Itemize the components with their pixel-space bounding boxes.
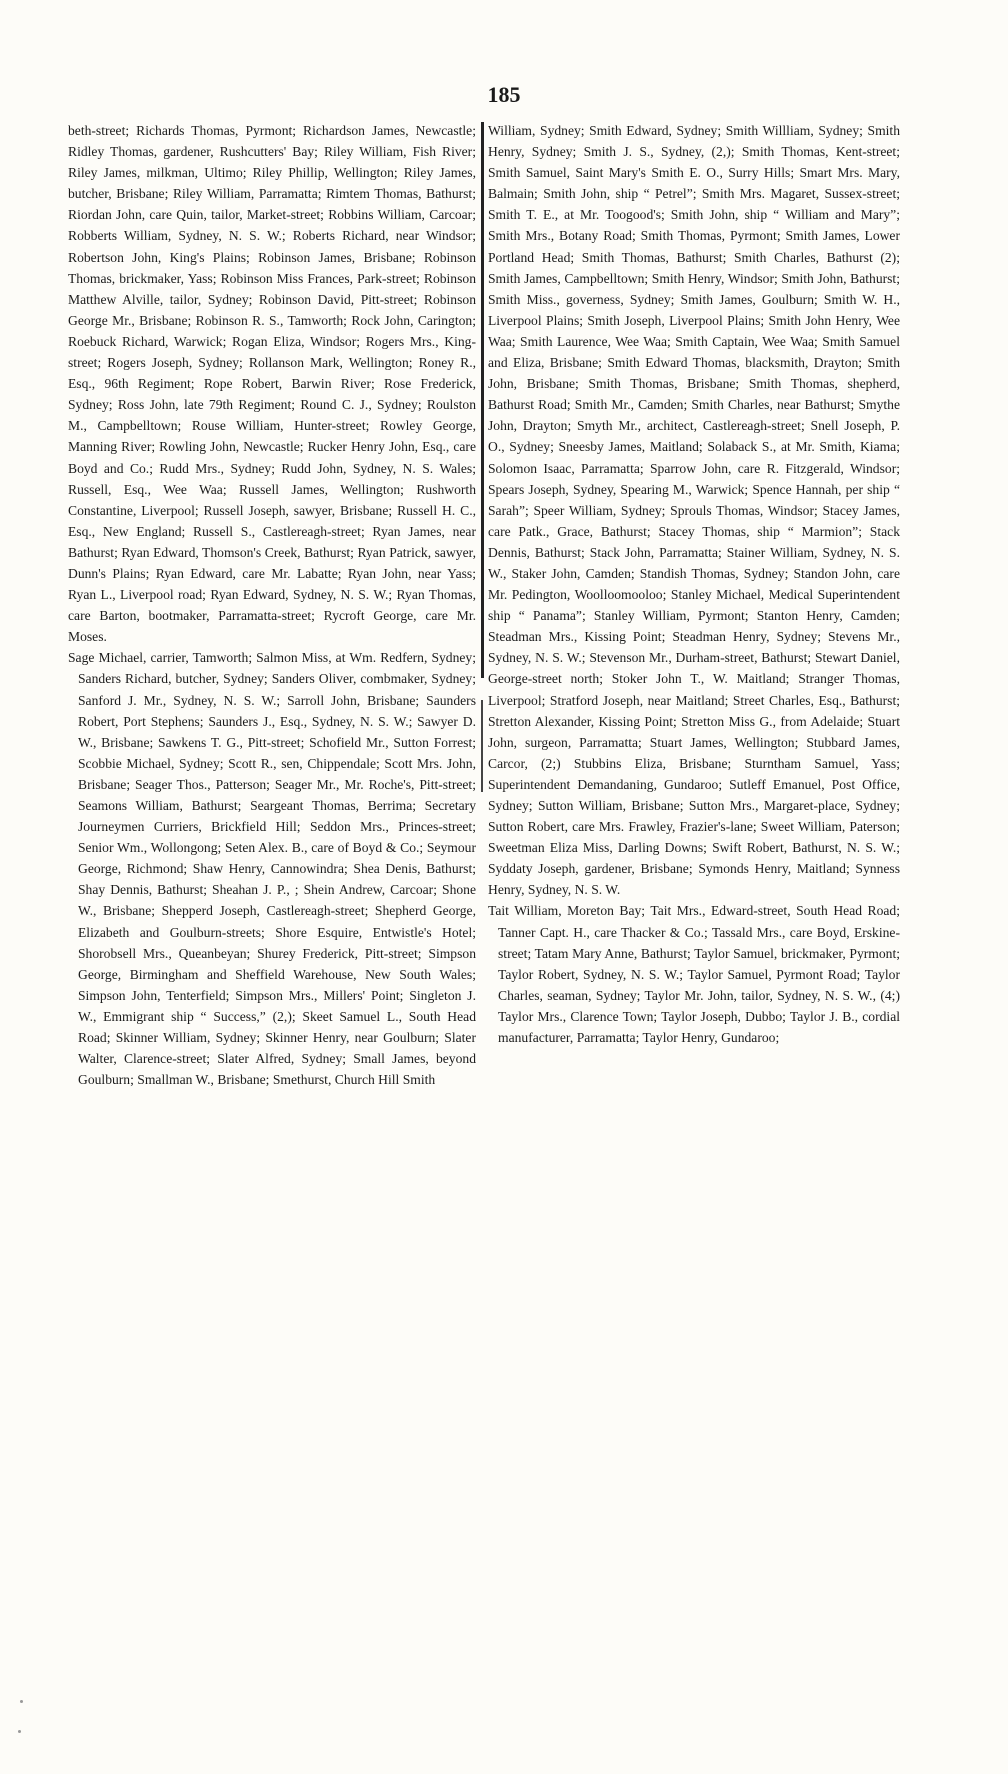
right-paragraph-s-entries: William, Sydney; Smith Edward, Sydney; Smith Willliam, Sydney; Smith Henry, Sydney; Smith J. S., Sydney, (2,); Smith Thomas, Kent-street; Smith Samuel, Saint Mary's Smith E. O., Surry Hills; Smart Mrs. Mary, Balmain; Smith John, ship “ Petrel”; Smith Mrs. Magaret, Sussex-street; Smith T. E., at Mr. Toogood's; Smith John, ship “ William and Mary”; Smith Mrs., Botany Road; Smith Thomas, Pyrmont; Smith James, Lower Portland Head; Smith Thomas, Bathurst; Smith Charles, Bathurst (2); Smith James, Campbelltown; Smith Henry, Windsor; Smith John, Bathurst; Smith Miss., governess, Sydney; Smith James, Goulburn; Smith W. H., Liverpool Plains; Smith Joseph, Liverpool Plains; Smith John Henry, Wee Waa; Smith Laurence, Wee Waa; Smith Captain, Wee Waa; Smith Samuel and Eliza, Brisbane; Smith Edward Thomas, blacksmith, Drayton; Smith John, Brisbane; Smith Thomas, Brisbane; Smith Thomas, shepherd, Bathurst Road; Smith Mr., Camden; Smith Charles, near Bathurst; Smythe John, Drayton; Smyth Mr., architect, Castlereagh-street; Snell Joseph, P. O., Sydney; Sneesby James, Maitland; Solaback S., at Mr. Smith, Kiama; Solomon Isaac, Parramatta; Sparrow John, care R. Fitzgerald, Windsor; Spears Joseph, Sydney, Spearing M., Warwick; Spence Hannah, per ship “ Sarah”; Speer William, Sydney; Sprouls Thomas, Windsor; Stacey James, care Patk., Grace, Bathurst; Stacey Thomas, ship “ Marmion”; Stack Dennis, Bathurst; Stack John, Parramatta; Stainer William, Sydney, N. S. W., Staker John, Camden; Standish Thomas, Sydney; Standon John, care Mr. Pedington, Woolloomooloo; Stanley Michael, Medical Superintendent ship “ Panama”; Stanley William, Pyrmont; Stanton Henry, Camden; Steadman Mrs., Kissing Point; Steadman Henry, Sydney; Stevens Mr., Sydney, N. S. W.; Stevenson Mr., Durham-street, Bathurst; Stewart Daniel, George-street north; Stoker John T., W. Maitland; Stranger Thomas, Liverpool; Stratford Joseph, near Maitland; Street Charles, Esq., Bathurst; Stretton Alexander, Kissing Point; Stretton Miss G., from Adelaide; Stuart John, surgeon, Parramatta; Stuart James, Wellington; Stubbard James, Carcor, (2;) Stubbins Eliza, Brisbane; Sturntham Samuel, Yass; Superintendent Demandaning, Gundaroo; Sutleff Emanuel, Post Office, Sydney; Sutton William, Brisbane; Sutton Mrs., Margaret-place, Sydney; Sutton Robert, care Mrs. Frawley, Frazier's-lane; Sweet William, Paterson; Sweetman Eliza Miss, Darling Downs; Swift Robert, Bathurst, N. S. W.; Syddaty Joseph, gardener, Brisbane; Symonds Henry, Maitland; Synness Henry, Sydney, N. S. W. [488, 123, 900, 898]
column-divider [481, 122, 484, 678]
left-paragraph-r-entries: beth-street; Richards Thomas, Pyrmont; Richardson James, Newcastle; Ridley Thomas, gardener, Rushcutters' Bay; Riley William, Fish River; Riley James, milkman, Ultimo; Riley Phillip, Wellington; Riley James, butcher, Brisbane; Riley William, Parramatta; Rimtem Thomas, Bathurst; Riordan John, care Quin, tailor, Market-street; Robbins William, Carcoar; Robberts William, Sydney, N. S. W.; Roberts Richard, near Windsor; Robertson John, King's Plains; Robinson James, Brisbane; Robinson Thomas, brickmaker, Yass; Robinson Miss Frances, Park-street; Robinson Matthew Alville, tailor, Sydney; Robinson David, Pitt-street; Robinson George Mr., Brisbane; Robinson R. S., Tamworth; Rock John, Carington; Roebuck Richard, Warwick; Rogan Eliza, Windsor; Rogers Mrs., King-street; Rogers Joseph, Sydney; Rollanson Mark, Wellington; Roney R., Esq., 96th Regiment; Rope Robert, Barwin River; Rose Frederick, Sydney; Ross John, late 79th Regiment; Round C. J., Sydney; Roulston M., Campbelltown; Rouse William, Hunter-street; Rowley George, Manning River; Rowling John, Newcastle; Rucker Henry John, Esq., care Boyd and Co.; Rudd Mrs., Sydney; Rudd John, Sydney, N. S. Wales; Russell, Esq., Wee Waa; Russell James, Wellington; Rushworth Constantine, Liverpool; Russell Joseph, sawyer, Brisbane; Russell H. C., Esq., New England; Russell S., Castlereagh-street; Ryan James, near Bathurst; Ryan Edward, Thomson's Creek, Bathurst; Ryan Patrick, sawyer, Dunn's Plains; Ryan Edward, care Mr. Labatte; Ryan John, near Yass; Ryan L., Liverpool road; Ryan Edward, Sydney, N. S. W.; Ryan Thomas, care Barton, bootmaker, Parramatta-street; Rycroft George, care Mr. Moses. [68, 123, 476, 645]
column-divider-lower [481, 700, 483, 792]
scan-speck [18, 1730, 21, 1733]
left-paragraph-s-entries: Sage Michael, carrier, Tamworth; Salmon Miss, at Wm. Redfern, Sydney; Sanders Richard, butcher, Sydney; Sanders Oliver, combmaker, Sydney; Sanford J. Mr., Sydney, N. S. W.; Sarroll John, Brisbane; Saunders Robert, Port Stephens; Saunders J., Esq., Sydney, N. S. W.; Sawyer D. W., Brisbane; Sawkens T. G., Pitt-street; Schofield Mr., Sutton Forrest; Scobbie Michael, Sydney; Scott R., sen, Chippendale; Scott Mrs. John, Brisbane; Seager Thos., Patterson; Seager Mr., Mr. Roche's, Pitt-street; Seamons William, Bathurst; Seargeant Thomas, Berrima; Secretary Journeymen Curriers, Brickfield Hill; Seddon Mrs., Princes-street; Senior Wm., Wollongong; Seten Alex. B., care of Boyd & Co.; Seymour George, Richmond; Shaw Henry, Cannowindra; Shea Denis, Bathurst; Shay Dennis, Bathurst; Sheahan J. P., ; Shein Andrew, Carcoar; Shone W., Brisbane; Shepperd Joseph, Castlereagh-street; Shepherd George, Elizabeth and Goulburn-streets; Shore Esquire, Entwistle's Hotel; Shorobsell Mrs., Queanbeyan; Shurey Frederick, Pitt-street; Simpson George, Birmingham and Sheffield Warehouse, New South Wales; Simpson John, Tenterfield; Simpson Mrs., Millers' Point; Singleton J. W., Emmigrant ship “ Success,” (2,); Skeet Samuel L., South Head Road; Skinner William, Sydney; Skinner Henry, near Goulburn; Slater Walter, Clarence-street; Slater Alfred, Sydney; Small James, beyond Goulburn; Smallman W., Brisbane; Smethurst, Church Hill Smith [68, 650, 476, 1088]
right-column [488, 120, 900, 1048]
right-paragraph-t-entries: Tait William, Moreton Bay; Tait Mrs., Edward-street, South Head Road; Tanner Capt. H., care Thacker & Co.; Tassald Mrs., care Boyd, Erskine-street; Tatam Mary Anne, Bathurst; Taylor Samuel, brickmaker, Pyrmont; Taylor Robert, Sydney, N. S. W.; Taylor Samuel, Pyrmont Road; Taylor Charles, seaman, Sydney; Taylor Mr. John, tailor, Sydney, N. S. W., (4;) Taylor Mrs., Clarence Town; Taylor Joseph, Dubbo; Taylor J. B., cordial manufacturer, Parramatta; Taylor Henry, Gundaroo; [488, 903, 900, 1046]
page-number: 185 [487, 82, 521, 107]
scan-speck [20, 1700, 23, 1703]
left-column [68, 120, 476, 1090]
